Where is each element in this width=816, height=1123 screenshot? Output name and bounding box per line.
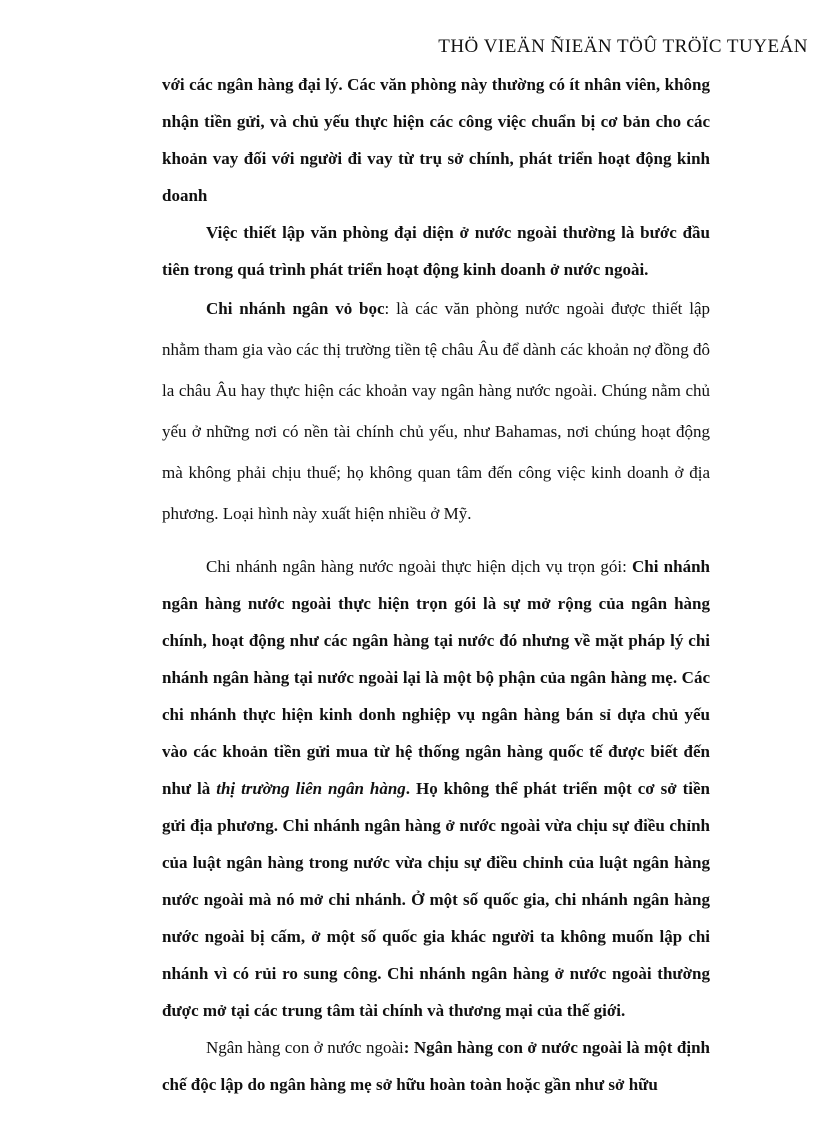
paragraph-1: với các ngân hàng đại lý. Các văn phòng này thường có ít nhân viên, không nhận tiền gửi, và chủ yếu thực hiện các công việc chuẩn bị cơ bản cho các khoản vay đối với người đi vay từ trụ sở chính, phát triển hoạt động kinh doanh [162,75,710,205]
paragraph-5-text: : Ngân hàng con ở nước ngoài là một định chế độc lập do ngân hàng mẹ sở hữu hoàn toàn hoặc gần như sở hữu [162,1038,711,1094]
page-header: THÖ VIEÄN ÑIEÄN TÖÛ TRÖÏC TUYEÁN [438,36,808,57]
interbank-market-term: thị trường liên ngân hàng [216,779,406,798]
document-body [162,66,710,1103]
paragraph-4-text-1: Chi nhánh ngân hàng nước ngoài thực hiện trọn gói là sự mở rộng của ngân hàng chính, hoạt động như các ngân hàng tại nước đó nhưng về mặt pháp lý chi nhánh ngân hàng tại nước ngoài lại là một bộ phận của ngân hàng mẹ. Các chi nhánh thực hiện kinh donh nghiệp vụ ngân hàng bán sỉ dựa chủ yếu vào các khoản tiền gửi mua từ hệ thống ngân hàng quốc tế được biết đến như là [162,557,710,798]
paragraph-3-text: : là các văn phòng nước ngoài được thiết lập nhằm tham gia vào các thị trường tiền tệ châu Âu để dành các khoản nợ đồng đô la châu Âu hay thực hiện các khoản vay ngân hàng nước ngoài. Chúng nằm chủ yếu ở những nơi có nền tài chính chủ yếu, như Bahamas, nơi chúng hoạt động mà không phải chịu thuế; họ không quan tâm đến công việc kinh doanh ở địa phương. Loại hình này xuất hiện nhiều ở Mỹ. [162,299,710,523]
paragraph-4-lead: Chi nhánh ngân hàng nước ngoài thực hiện dịch vụ trọn gói: [206,557,633,576]
paragraph-2: Việc thiết lập văn phòng đại diện ở nước ngoài thường là bước đầu tiên trong quá trình phát triển hoạt động kinh doanh ở nước ngoài. [162,223,710,279]
paragraph-4-text-2: . Họ không thể phát triển một cơ sở tiền gửi địa phương. Chi nhánh ngân hàng ở nước ngoài vừa chịu sự điều chỉnh của luật ngân hàng trong nước vừa chịu sự điều chỉnh của luật ngân hàng nước ngoài mà nó mở chi nhánh. Ở một số quốc gia, chi nhánh ngân hàng nước ngoài bị cấm, ở một số quốc gia khác người ta không muốn lập chi nhánh vì có rủi ro sung công. Chi nhánh ngân hàng ở nước ngoài thường được mở tại các trung tâm tài chính và thương mại của thế giới. [162,779,710,1020]
paragraph-4 [162,548,710,1029]
paragraph-5-lead: Ngân hàng con ở nước ngoài [206,1038,404,1057]
term-shell-branch: Chi nhánh ngân vỏ bọc [206,299,385,318]
paragraph-3 [162,288,710,534]
paragraph-5 [162,1029,710,1103]
paragraph-gap [162,534,710,548]
